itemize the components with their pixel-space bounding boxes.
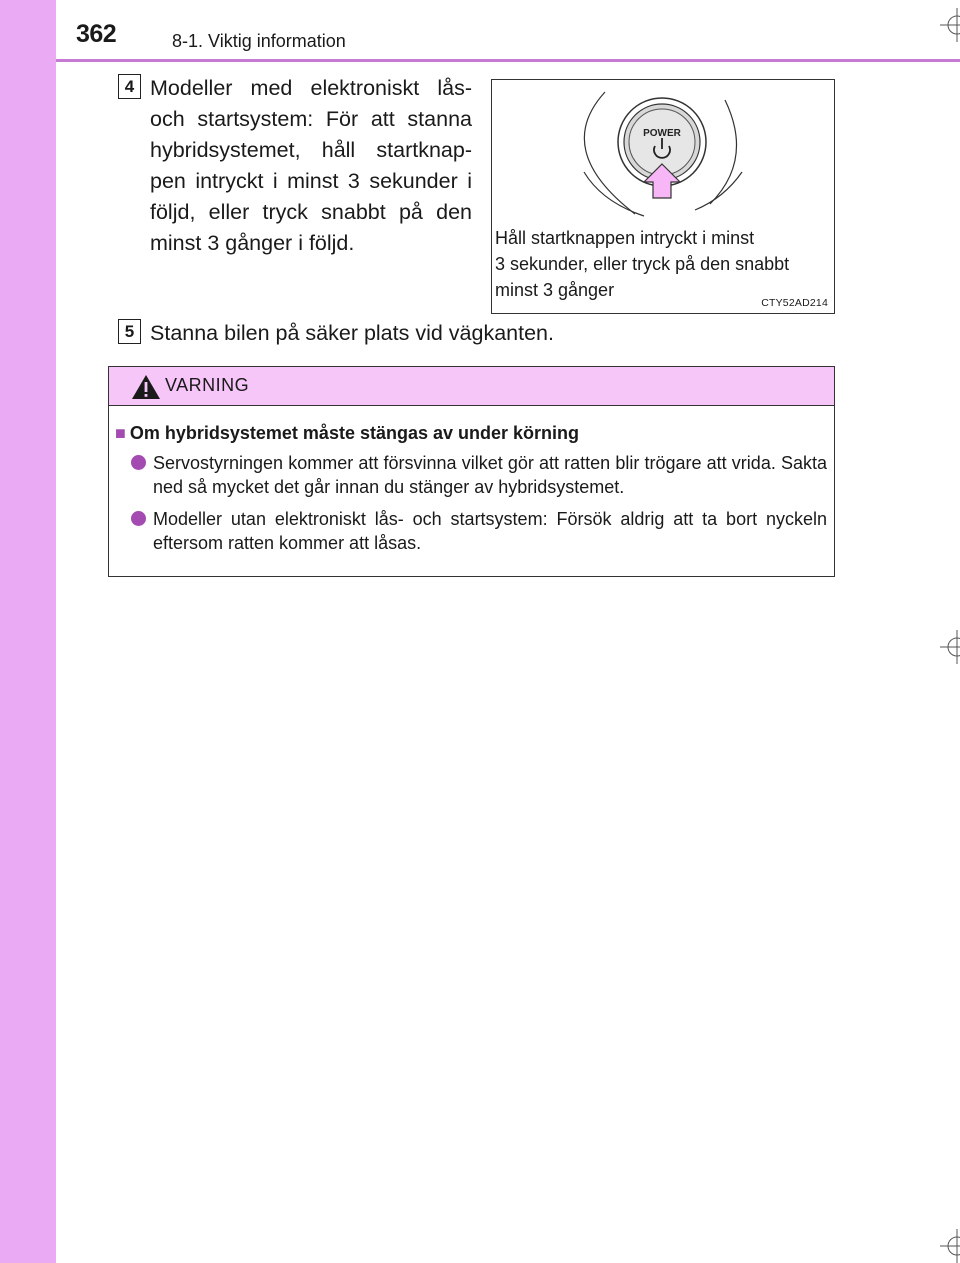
page-number: 362 <box>76 20 117 48</box>
step-4-text: Modeller med elektroniskt lås- och startsystem: För att stanna hybridsystemet, håll startknap-pen intryckt i minst 3 sekunder i följd, eller tryck snabbt på den minst 3 gånger i följd. <box>150 76 472 255</box>
caption-line: Håll startknappen intryckt i minst <box>495 228 755 248</box>
step-4-badge: 4 <box>118 74 141 99</box>
warning-bullet <box>131 507 827 555</box>
figure-caption <box>495 225 835 303</box>
square-bullet-icon: ■ <box>115 423 126 443</box>
side-color-band <box>0 0 56 1263</box>
caption-line: 3 sekunder, eller tryck på den snabbt <box>495 254 790 274</box>
warning-bullet <box>131 451 827 499</box>
warning-triangle-icon <box>131 374 161 400</box>
step-5-badge: 5 <box>118 319 141 344</box>
warning-header <box>109 367 834 406</box>
figure-code: CTY52AD214 <box>761 297 828 309</box>
warning-bullet-text: Modeller utan elektroniskt lås- och startsystem: Försök aldrig att ta bort nyckeln eftersom ratten kommer att låsas. <box>153 509 827 553</box>
warning-label: VARNING <box>165 375 250 395</box>
registration-mark-icon <box>940 1229 960 1263</box>
warning-heading-text: Om hybridsystemet måste stängas av under körning <box>129 423 580 443</box>
caption-line: minst 3 gånger <box>495 280 615 300</box>
power-button-figure <box>491 79 835 314</box>
registration-mark-icon <box>940 8 960 42</box>
warning-box <box>108 366 835 577</box>
bullet-dot-icon <box>131 455 146 470</box>
registration-mark-icon <box>940 630 960 664</box>
bullet-dot-icon <box>131 511 146 526</box>
header-rule <box>56 59 960 62</box>
power-button-label: POWER <box>643 128 681 139</box>
warning-heading <box>115 423 825 444</box>
warning-bullet-text: Servostyrningen kommer att försvinna vilket gör att ratten blir trögare att vrida. Sakta ned så mycket det går innan du stänger av hybridsystemet. <box>153 453 827 497</box>
section-title: 8-1. Viktig information <box>172 31 346 51</box>
step-5-text: Stanna bilen på säker plats vid vägkanten. <box>150 321 554 345</box>
